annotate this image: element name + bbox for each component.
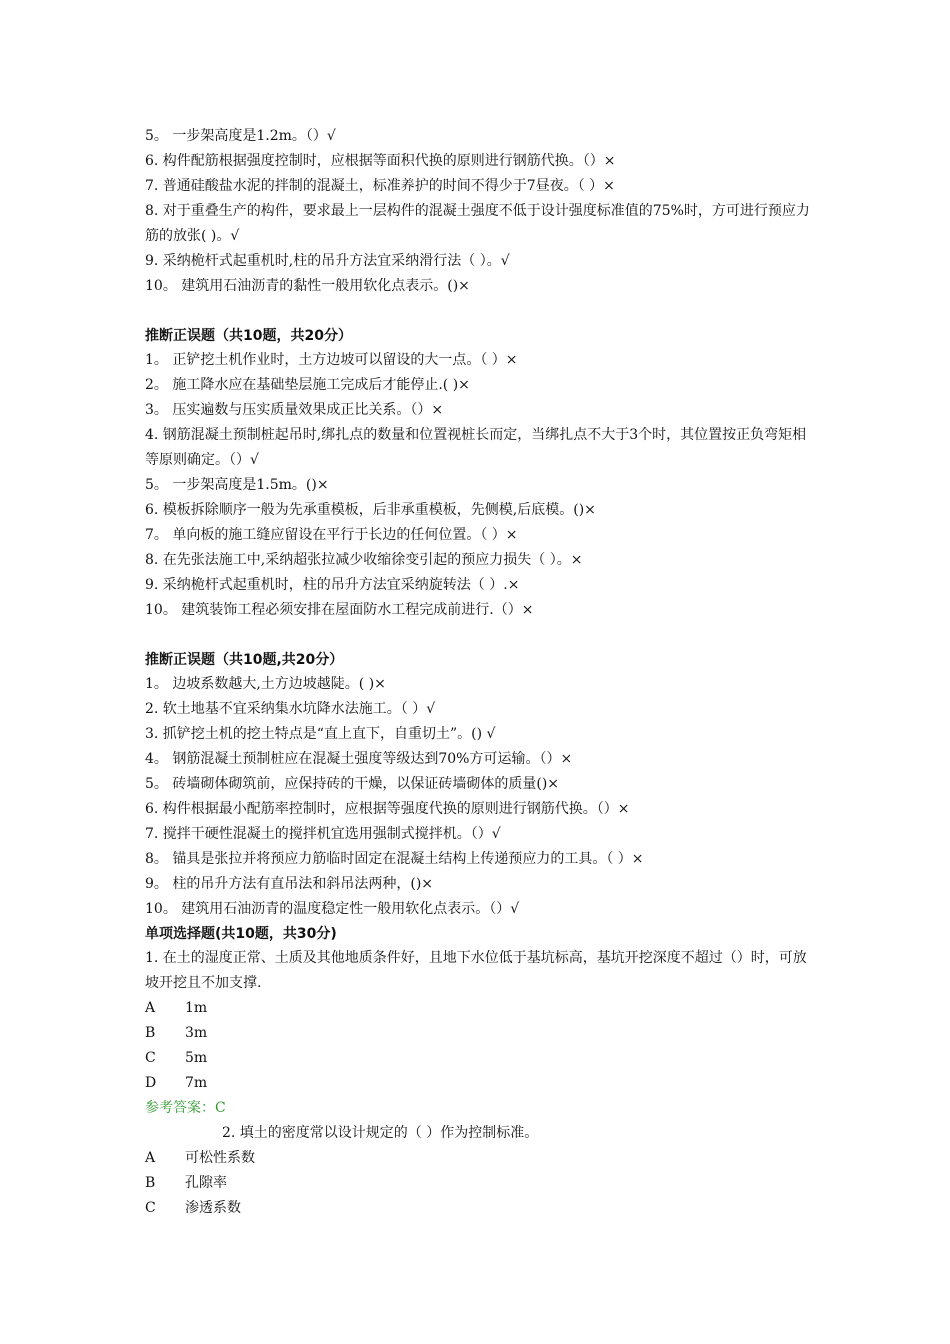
option-text: 孔隙率 <box>185 1175 227 1191</box>
tf-item: 1。 正铲挖土机作业时，土方边坡可以留设的大一点。（ ）× <box>145 352 518 368</box>
mc-option <box>145 1148 255 1168</box>
option-text: 1m <box>185 1000 208 1016</box>
tf-item: 2. 软土地基不宜采纳集水坑降水法施工。（ ）√ <box>145 701 436 717</box>
mc-option <box>145 1173 227 1193</box>
option-text: 5m <box>185 1050 208 1066</box>
tf-item: 10。 建筑装饰工程必须安排在屋面防水工程完成前进行.（）× <box>145 602 534 618</box>
mc-option <box>145 1198 241 1218</box>
tf-item: 5。 砖墙砌体砌筑前，应保持砖的干燥，以保证砖墙砌体的质量()× <box>145 776 560 792</box>
mc-option <box>145 998 207 1018</box>
option-text: 渗透系数 <box>185 1200 241 1216</box>
tf-item: 10。 建筑用石油沥青的温度稳定性一般用软化点表示。（）√ <box>145 901 520 917</box>
tf-item: 5。 一步架高度是1.2m。（）√ <box>145 128 336 144</box>
tf-item: 8. 对于重叠生产的构件，要求最上一层构件的混凝土强度不低于设计强度标准值的75%时，方可进行预应力筋的放张( )。√ <box>145 203 810 244</box>
tf-item: 3. 抓铲挖土机的挖土特点是“直上直下，自重切土”。() √ <box>145 726 496 742</box>
option-text: 可松性系数 <box>185 1150 255 1166</box>
tf-item: 9。 柱的吊升方法有直吊法和斜吊法两种，()× <box>145 876 434 892</box>
option-key: A <box>145 1150 156 1166</box>
tf-item: 7。 单向板的施工缝应留设在平行于长边的任何位置。（ ）× <box>145 527 518 543</box>
tf-item: 4。 钢筋混凝土预制桩应在混凝土强度等级达到70%方可运输。（）× <box>145 751 573 767</box>
tf-item: 8. 在先张法施工中,采纳超张拉减少收缩徐变引起的预应力损失（ ）。× <box>145 552 583 568</box>
mc-question: 2. 填土的密度常以设计规定的（ ）作为控制标准。 <box>222 1125 539 1141</box>
option-key: B <box>145 1025 156 1041</box>
tf-item: 2。 施工降水应在基础垫层施工完成后才能停止.( )× <box>145 377 470 393</box>
tf-item: 9. 采纳桅杆式起重机时,柱的吊升方法宜采纳滑行法（ ）。√ <box>145 253 510 269</box>
option-key: B <box>145 1175 156 1191</box>
mc-question: 1. 在土的湿度正常、土质及其他地质条件好，且地下水位低于基坑标高，基坑开挖深度不超过（）时，可放坡开挖且不加支撑. <box>145 950 807 991</box>
tf-item: 7. 普通硅酸盐水泥的拌制的混凝土，标准养护的时间不得少于7昼夜。（ ）× <box>145 178 615 194</box>
tf-item: 5。 一步架高度是1.5m。()× <box>145 477 329 493</box>
option-key: C <box>145 1200 156 1216</box>
mc-option <box>145 1073 207 1093</box>
tf-item: 8。 锚具是张拉并将预应力筋临时固定在混凝土结构上传递预应力的工具。（ ）× <box>145 851 644 867</box>
option-key: A <box>145 1000 156 1016</box>
section-heading: 推断正误题（共10题,共20分） <box>145 652 344 668</box>
tf-item: 6. 构件配筋根据强度控制时，应根据等面积代换的原则进行钢筋代换。（）× <box>145 153 616 169</box>
mc-option <box>145 1023 207 1043</box>
tf-item: 9. 采纳桅杆式起重机时，柱的吊升方法宜采纳旋转法（ ）.× <box>145 577 520 593</box>
tf-item: 3。 压实遍数与压实质量效果成正比关系。（）× <box>145 402 444 418</box>
option-text: 3m <box>185 1025 208 1041</box>
section-heading: 推断正误题（共10题，共20分） <box>145 328 352 344</box>
reference-answer: 参考答案：C <box>145 1100 226 1116</box>
option-key: D <box>145 1075 157 1091</box>
tf-item: 10。 建筑用石油沥青的黏性一般用软化点表示。()× <box>145 278 470 294</box>
mc-option <box>145 1048 207 1068</box>
tf-item: 6. 模板拆除顺序一般为先承重模板，后非承重模板，先侧模,后底模。()× <box>145 502 596 518</box>
tf-item: 7. 搅拌干硬性混凝土的搅拌机宜选用强制式搅拌机。（）√ <box>145 826 501 842</box>
option-text: 7m <box>185 1075 208 1091</box>
section-heading: 单项选择题(共10题，共30分) <box>145 926 337 942</box>
option-key: C <box>145 1050 156 1066</box>
tf-item: 4. 钢筋混凝土预制桩起吊时,绑扎点的数量和位置视桩长而定，当绑扎点不大于3个时，其位置按正负弯矩相等原则确定。（）√ <box>145 427 807 468</box>
tf-item: 1。 边坡系数越大,土方边坡越陡。( )× <box>145 676 386 692</box>
tf-item: 6. 构件根据最小配筋率控制时，应根据等强度代换的原则进行钢筋代换。（）× <box>145 801 630 817</box>
